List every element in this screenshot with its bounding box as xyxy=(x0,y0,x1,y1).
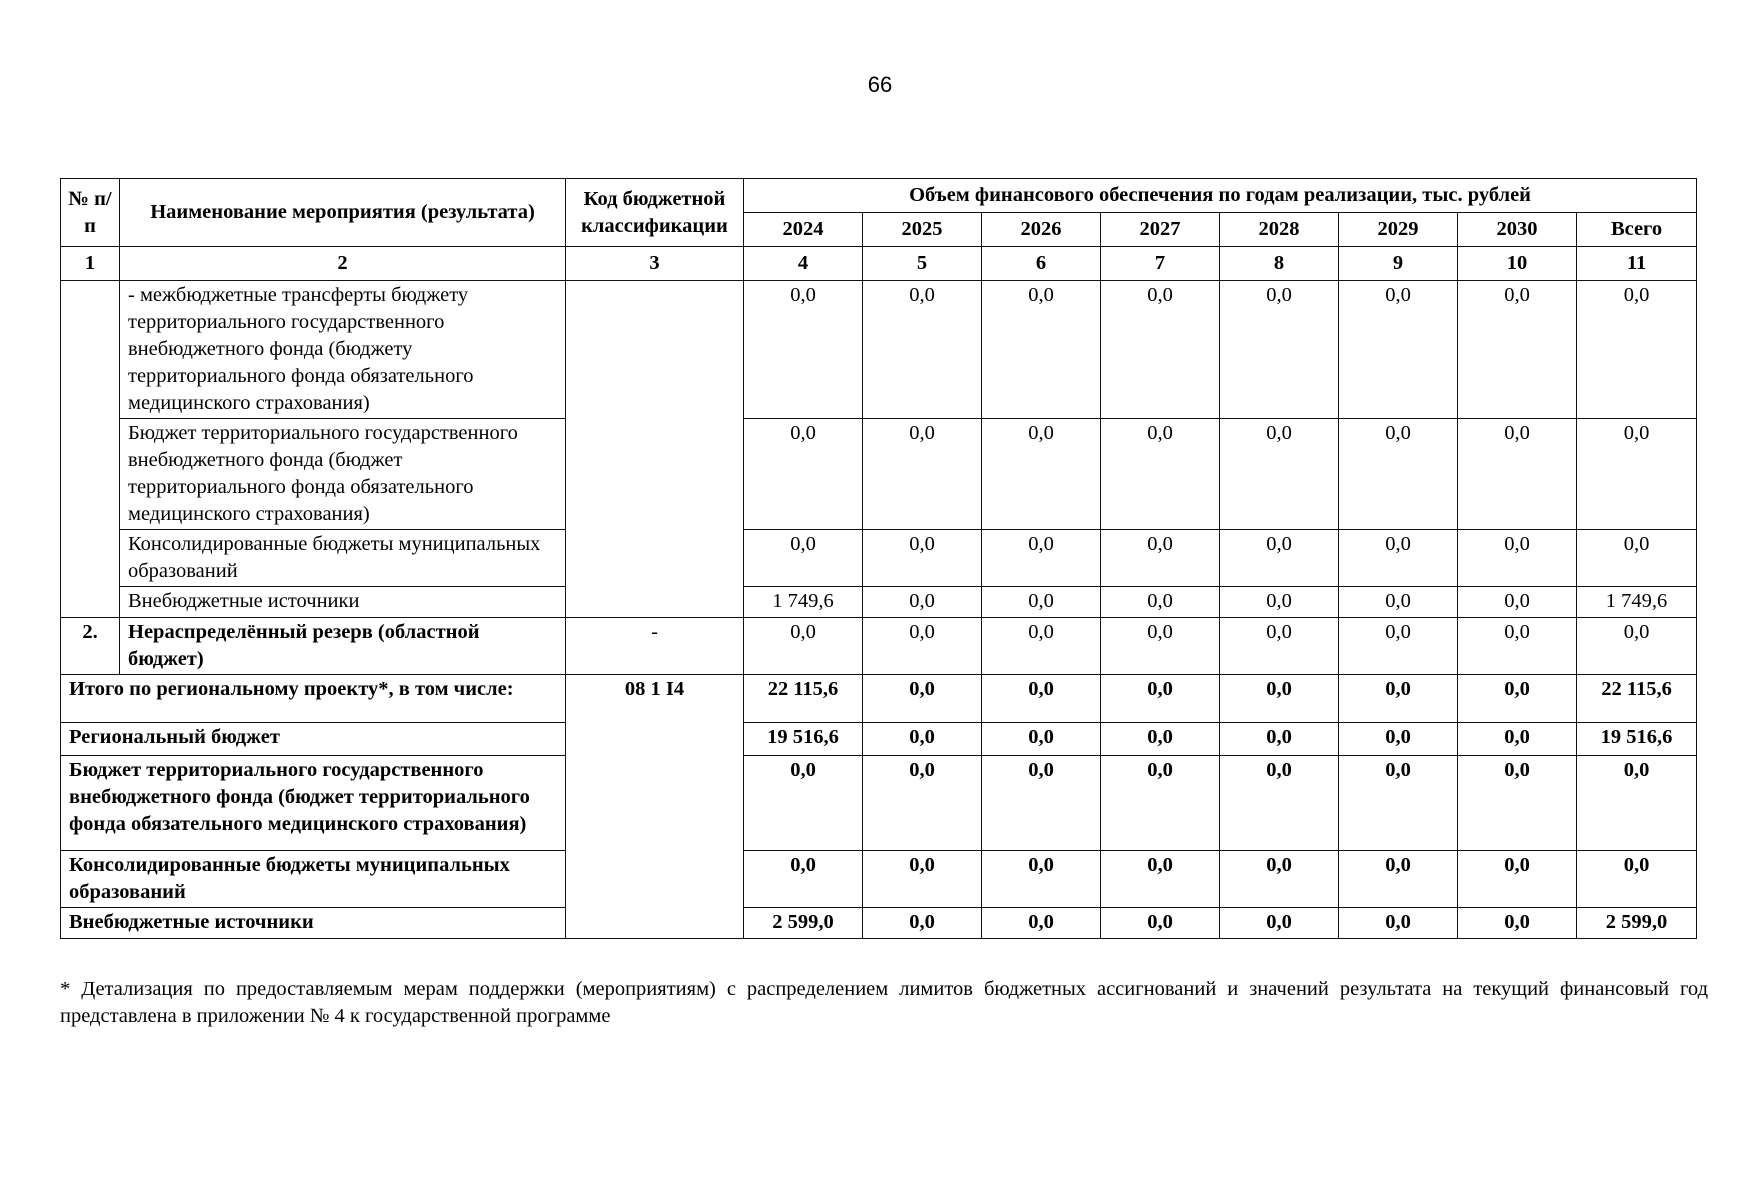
value-cell: 0,0 xyxy=(982,723,1101,756)
total-row xyxy=(61,851,1697,908)
column-number: 4 xyxy=(744,247,863,281)
table-row xyxy=(61,618,1697,675)
value-cell: 0,0 xyxy=(1339,587,1458,618)
value-cell: 0,0 xyxy=(744,618,863,675)
total-row xyxy=(61,756,1697,851)
value-cell: 0,0 xyxy=(863,618,982,675)
value-cell: 0,0 xyxy=(982,618,1101,675)
value-cell: 0,0 xyxy=(1101,419,1220,530)
column-number: 1 xyxy=(61,247,120,281)
value-cell: 0,0 xyxy=(1458,908,1577,939)
column-number: 2 xyxy=(120,247,566,281)
table-row xyxy=(61,281,1697,419)
table-row xyxy=(61,530,1697,587)
column-number: 5 xyxy=(863,247,982,281)
row-code-empty xyxy=(566,281,744,618)
value-cell: 0,0 xyxy=(982,587,1101,618)
footnote: * Детализация по предоставляемым мерам поддержки (мероприятиям) с распределением лимитов бюджетных ассигнований и значений результата на текущий финансовый год представлена в приложении № 4 к государственной программе xyxy=(60,978,1708,1027)
total-row-name: Бюджет территориального государственного внебюджетного фонда (бюджет территориального фонда обязательного медицинского страхования) xyxy=(61,756,566,851)
value-cell: 1 749,6 xyxy=(1577,587,1697,618)
value-cell: 0,0 xyxy=(744,756,863,851)
value-cell: 0,0 xyxy=(1458,587,1577,618)
header-code: Код бюджетной классификации xyxy=(566,179,744,247)
header-year: 2026 xyxy=(982,213,1101,247)
budget-code: - xyxy=(566,618,744,675)
value-cell: 22 115,6 xyxy=(1577,675,1697,723)
value-cell: 0,0 xyxy=(1458,851,1577,908)
header-year: 2027 xyxy=(1101,213,1220,247)
value-cell: 0,0 xyxy=(1101,618,1220,675)
page-number: 66 xyxy=(867,72,893,97)
value-cell: 0,0 xyxy=(1458,281,1577,419)
value-cell: 0,0 xyxy=(1339,908,1458,939)
value-cell: 0,0 xyxy=(863,530,982,587)
value-cell: 22 115,6 xyxy=(744,675,863,723)
value-cell: 0,0 xyxy=(1101,587,1220,618)
value-cell: 0,0 xyxy=(744,281,863,419)
value-cell: 0,0 xyxy=(1339,756,1458,851)
column-number: 10 xyxy=(1458,247,1577,281)
value-cell: 0,0 xyxy=(1101,675,1220,723)
value-cell: 0,0 xyxy=(1220,675,1339,723)
value-cell: 0,0 xyxy=(863,281,982,419)
header-year: 2030 xyxy=(1458,213,1577,247)
value-cell: 0,0 xyxy=(982,281,1101,419)
value-cell: 0,0 xyxy=(1101,723,1220,756)
column-number: 11 xyxy=(1577,247,1697,281)
value-cell: 0,0 xyxy=(1339,618,1458,675)
value-cell: 0,0 xyxy=(863,851,982,908)
column-number: 6 xyxy=(982,247,1101,281)
row-num-empty xyxy=(61,281,120,618)
row-name: Внебюджетные источники xyxy=(120,587,566,618)
value-cell: 0,0 xyxy=(1220,281,1339,419)
value-cell: 0,0 xyxy=(1458,419,1577,530)
value-cell: 0,0 xyxy=(1220,618,1339,675)
total-row xyxy=(61,723,1697,756)
header-year: Всего xyxy=(1577,213,1697,247)
value-cell: 0,0 xyxy=(1458,723,1577,756)
value-cell: 0,0 xyxy=(982,908,1101,939)
item-number: 2. xyxy=(61,618,120,675)
value-cell: 19 516,6 xyxy=(1577,723,1697,756)
value-cell: 2 599,0 xyxy=(744,908,863,939)
value-cell: 0,0 xyxy=(1220,419,1339,530)
total-row xyxy=(61,675,1697,723)
value-cell: 0,0 xyxy=(1101,281,1220,419)
value-cell: 0,0 xyxy=(863,419,982,530)
value-cell: 19 516,6 xyxy=(744,723,863,756)
value-cell: 0,0 xyxy=(1339,723,1458,756)
value-cell: 0,0 xyxy=(863,587,982,618)
value-cell: 0,0 xyxy=(982,530,1101,587)
table-row xyxy=(61,587,1697,618)
value-cell: 0,0 xyxy=(1101,851,1220,908)
row-name: - межбюджетные трансферты бюджету территориального государственного внебюджетного фонда (бюджету территориального фонда обязательного медицинского страхования) xyxy=(120,281,566,419)
value-cell: 2 599,0 xyxy=(1577,908,1697,939)
value-cell: 0,0 xyxy=(1577,851,1697,908)
total-row-name: Итого по региональному проекту*, в том числе: xyxy=(61,675,566,723)
value-cell: 0,0 xyxy=(1458,675,1577,723)
value-cell: 0,0 xyxy=(1577,419,1697,530)
table-row xyxy=(61,419,1697,530)
total-row xyxy=(61,908,1697,939)
value-cell: 0,0 xyxy=(1220,851,1339,908)
value-cell: 0,0 xyxy=(982,851,1101,908)
column-number: 9 xyxy=(1339,247,1458,281)
value-cell: 0,0 xyxy=(1458,618,1577,675)
value-cell: 0,0 xyxy=(1339,530,1458,587)
column-number: 8 xyxy=(1220,247,1339,281)
value-cell: 0,0 xyxy=(982,419,1101,530)
value-cell: 0,0 xyxy=(863,756,982,851)
header-year: 2028 xyxy=(1220,213,1339,247)
value-cell: 0,0 xyxy=(1101,756,1220,851)
budget-code: 08 1 I4 xyxy=(566,675,744,939)
header-year: 2025 xyxy=(863,213,982,247)
value-cell: 0,0 xyxy=(1220,756,1339,851)
value-cell: 0,0 xyxy=(863,723,982,756)
value-cell: 0,0 xyxy=(1577,618,1697,675)
row-name: Консолидированные бюджеты муниципальных образований xyxy=(120,530,566,587)
value-cell: 0,0 xyxy=(1577,756,1697,851)
table-header xyxy=(61,179,1697,281)
header-year: 2024 xyxy=(744,213,863,247)
value-cell: 0,0 xyxy=(1220,723,1339,756)
total-row-name: Внебюджетные источники xyxy=(61,908,566,939)
value-cell: 0,0 xyxy=(863,908,982,939)
header-volume: Объем финансового обеспечения по годам реализации, тыс. рублей xyxy=(744,179,1697,213)
value-cell: 1 749,6 xyxy=(744,587,863,618)
total-row-name: Консолидированные бюджеты муниципальных образований xyxy=(61,851,566,908)
row-name: Бюджет территориального государственного внебюджетного фонда (бюджет территориального фонда обязательного медицинского страхования) xyxy=(120,419,566,530)
value-cell: 0,0 xyxy=(982,675,1101,723)
value-cell: 0,0 xyxy=(863,675,982,723)
budget-table xyxy=(60,178,1697,939)
value-cell: 0,0 xyxy=(1220,908,1339,939)
column-number: 7 xyxy=(1101,247,1220,281)
value-cell: 0,0 xyxy=(1101,530,1220,587)
value-cell: 0,0 xyxy=(1577,281,1697,419)
value-cell: 0,0 xyxy=(1339,675,1458,723)
table-body xyxy=(61,281,1697,939)
header-name: Наименование мероприятия (результата) xyxy=(120,179,566,247)
value-cell: 0,0 xyxy=(744,530,863,587)
value-cell: 0,0 xyxy=(744,851,863,908)
value-cell: 0,0 xyxy=(1220,587,1339,618)
header-year: 2029 xyxy=(1339,213,1458,247)
value-cell: 0,0 xyxy=(744,419,863,530)
value-cell: 0,0 xyxy=(1101,908,1220,939)
row-name: Нераспределённый резерв (областной бюджет) xyxy=(120,618,566,675)
total-row-name: Региональный бюджет xyxy=(61,723,566,756)
value-cell: 0,0 xyxy=(1339,281,1458,419)
value-cell: 0,0 xyxy=(1577,530,1697,587)
value-cell: 0,0 xyxy=(982,756,1101,851)
header-num: № п/п xyxy=(61,179,120,247)
column-number: 3 xyxy=(566,247,744,281)
value-cell: 0,0 xyxy=(1458,530,1577,587)
value-cell: 0,0 xyxy=(1339,851,1458,908)
value-cell: 0,0 xyxy=(1339,419,1458,530)
value-cell: 0,0 xyxy=(1220,530,1339,587)
value-cell: 0,0 xyxy=(1458,756,1577,851)
